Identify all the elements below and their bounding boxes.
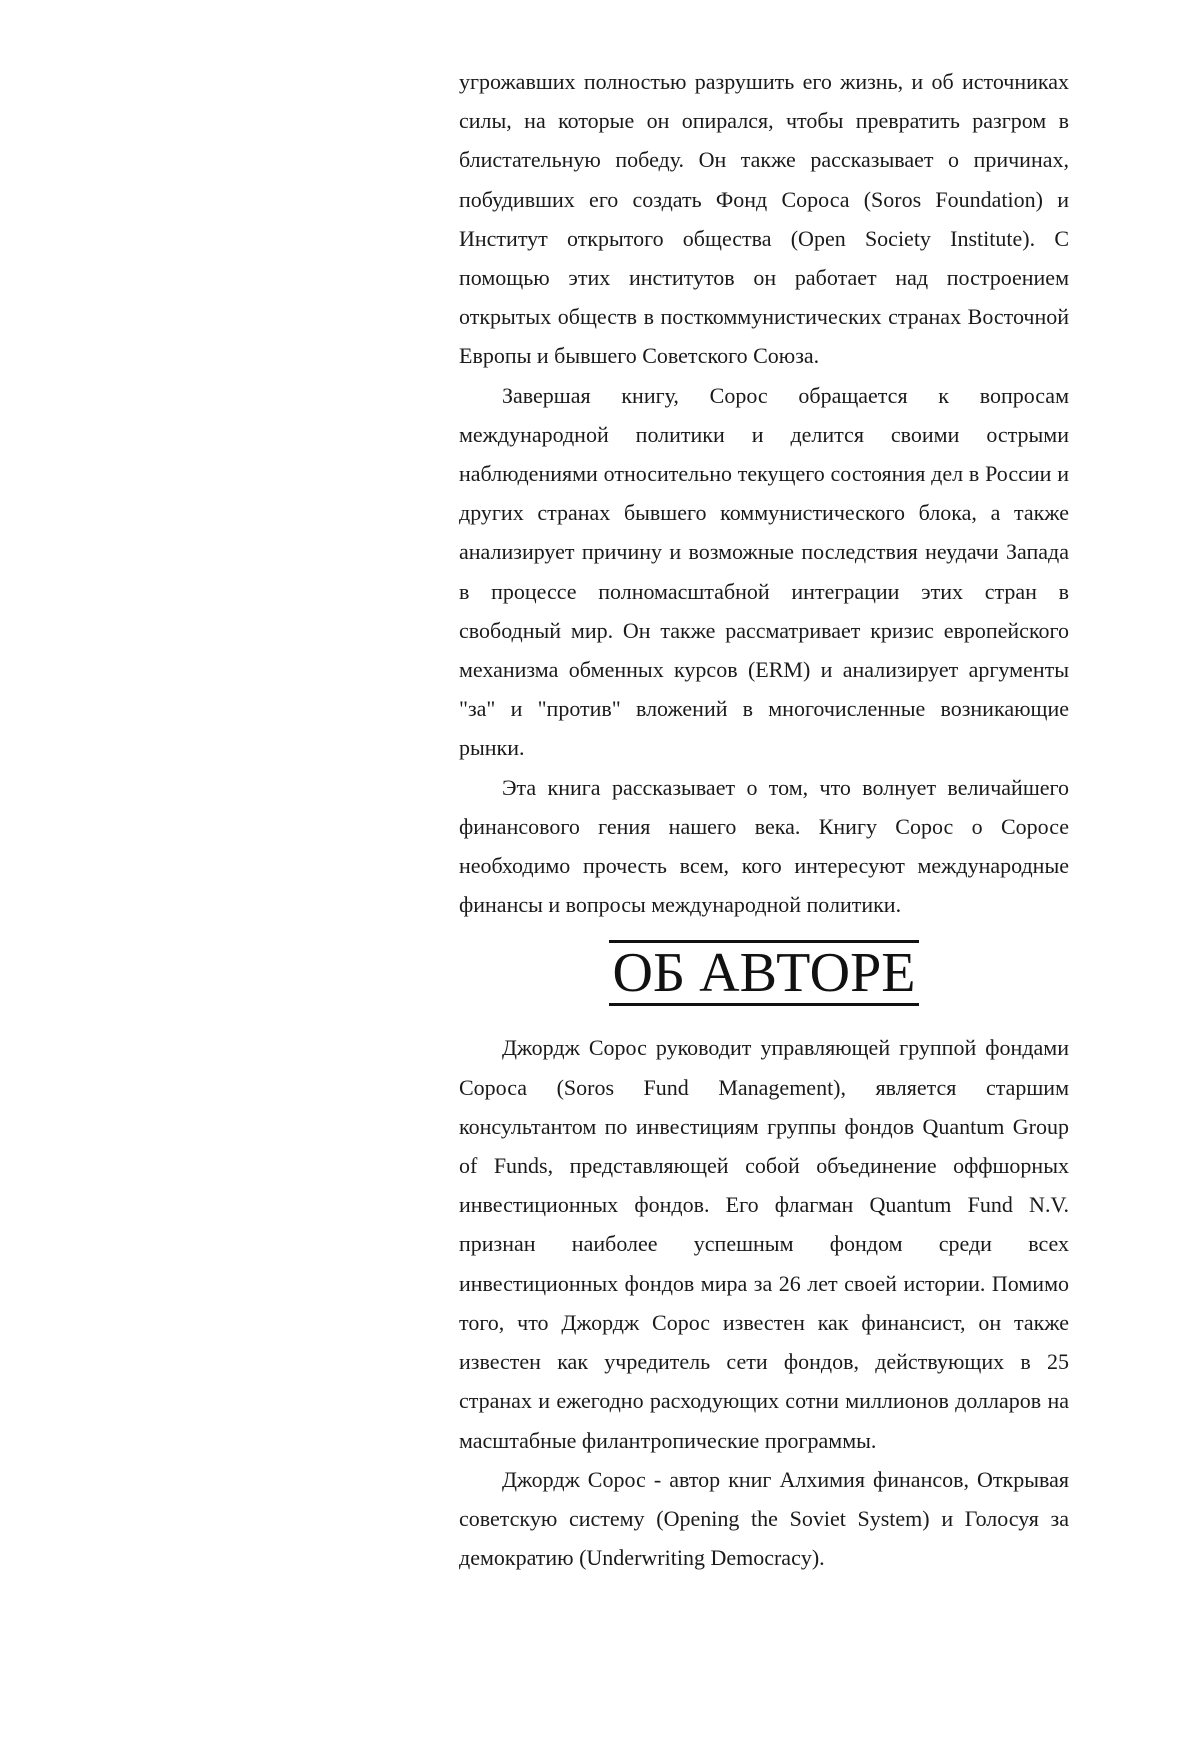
text-column bbox=[459, 62, 1069, 1577]
paragraph-author-books: Джордж Сорос - автор книг Алхимия финансов, Открывая советскую систему (Opening the Soviet System) и Голосуя за демократию (Underwriting Democracy). bbox=[459, 1466, 1069, 1571]
paragraph-book-conclusion: Завершая книгу, Сорос обращается к вопросам международной политики и делится своими острыми наблюдениями относительно текущего состояния дел в России и других странах бывшего коммунистического блока, а также анализирует причину и возможные последствия неудачи Запада в процессе полномасштабной интеграции этих стран в свободный мир. Он также рассматривает кризис европейского механизма обменных курсов (ERM) и анализирует аргументы "за" и "против" вложений в многочисленные возникающие рынки. bbox=[459, 382, 1069, 761]
paragraph-book-summary: Эта книга рассказывает о том, что волнует величайшего финансового гения нашего века. Книгу Сорос о Соросе необходимо прочесть всем, кого интересуют международные финансы и вопросы международной политики. bbox=[459, 774, 1069, 918]
paragraph-continuation: угрожавших полностью разрушить его жизнь, и об источниках силы, на которые он опирался, чтобы превратить разгром в блистательную победу. Он также рассказывает о причинах, побудивших его создать Фонд Сороса (Soros Foundation) и Институт открытого общества (Open Society Institute). С помощью этих институтов он работает над построением открытых обществ в посткоммунистических странах Восточной Европы и бывшего Советского Союза. bbox=[459, 69, 1069, 369]
section-heading-about-author: ОБ АВТОРЕ bbox=[609, 940, 920, 1006]
section-heading-block bbox=[459, 940, 1069, 1006]
paragraph-author-bio: Джордж Сорос руководит управляющей группой фондами Сороса (Soros Fund Management), является старшим консультантом по инвестициям группы фондов Quantum Group of Funds, представляющей собой объединение оффшорных инвестиционных фондов. Его флагман Quantum Fund N.V. признан наиболее успешным фондом среди всех инвестиционных фондов мира за 26 лет своей истории. Помимо того, что Джордж Сорос известен как финансист, он также известен как учредитель сети фондов, действующих в 25 странах и ежегодно расходующих сотни миллионов долларов на масштабные филантропические программы. bbox=[459, 1035, 1069, 1453]
